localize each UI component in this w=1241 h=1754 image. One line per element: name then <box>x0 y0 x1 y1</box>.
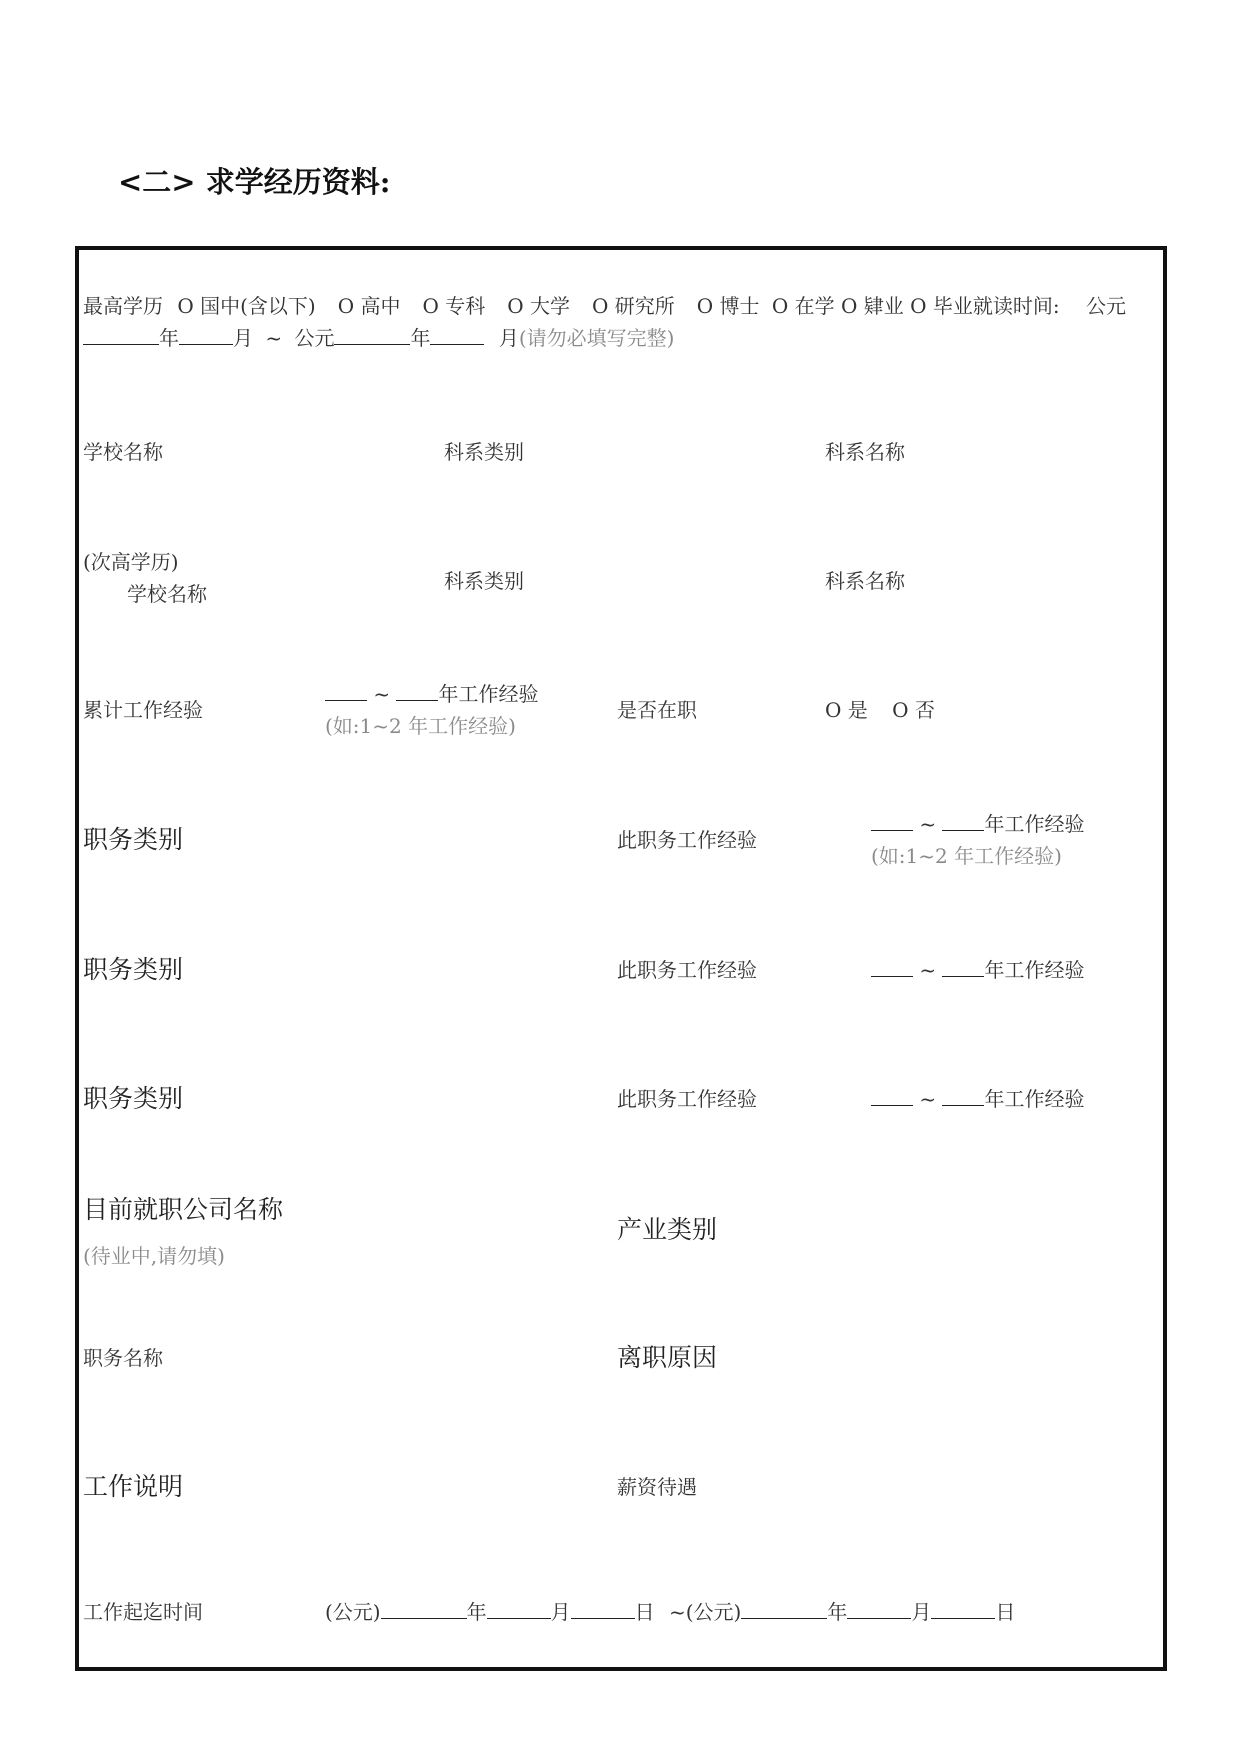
experience-unit-label: 年工作经验 <box>984 812 1085 836</box>
job-experience-max-field[interactable] <box>942 809 984 831</box>
tilde-separator: ~ <box>668 1600 686 1624</box>
employed-options <box>825 694 935 723</box>
start-year-field[interactable] <box>381 1597 467 1619</box>
job-experience-label: 此职务工作经验 <box>617 1087 757 1111</box>
tilde-separator: ~ <box>919 958 937 982</box>
year-label: 年 <box>827 1600 848 1624</box>
month-label: 月 <box>233 326 253 350</box>
option-studying[interactable]: O 在学 <box>771 294 835 318</box>
second-education-label: (次高学历) <box>83 550 179 574</box>
ce-label: 公元 <box>294 326 335 350</box>
job-experience-range <box>871 1083 1084 1112</box>
job-category-label: 职务类别 <box>83 1084 184 1113</box>
tilde-separator: ~ <box>265 326 283 350</box>
option-doctorate[interactable]: O 博士 <box>696 294 760 318</box>
salary-label: 薪资待遇 <box>617 1475 697 1499</box>
option-incomplete[interactable]: O 肄业 <box>841 294 904 318</box>
option-high-school[interactable]: O 高中 <box>337 294 401 318</box>
end-year-field[interactable] <box>741 1597 827 1619</box>
job-experience-max-field[interactable] <box>942 955 984 977</box>
section-title: <二> 求学经历资料: <box>118 165 391 199</box>
day-label: 日 <box>995 1600 1016 1624</box>
job-category-label: 职务类别 <box>83 825 184 854</box>
experience-min-field[interactable] <box>325 679 367 701</box>
month-label: 月 <box>498 326 519 350</box>
job-experience-example: (如:1~2 年工作经验) <box>871 844 1062 868</box>
option-junior-high[interactable]: O 国中(含以下) <box>177 294 316 318</box>
option-graduated[interactable]: O 毕业 <box>910 294 973 318</box>
department-name-label: 科系名称 <box>825 440 905 464</box>
month-label: 月 <box>550 1600 571 1624</box>
ce-label: (公元) <box>685 1600 742 1624</box>
currently-employed-label: 是否在职 <box>617 698 697 722</box>
industry-category-label: 产业类别 <box>617 1215 718 1244</box>
start-month-field[interactable] <box>487 1597 551 1619</box>
second-department-category-label: 科系类别 <box>444 569 524 593</box>
experience-max-field[interactable] <box>396 679 438 701</box>
unemployed-note: (待业中,请勿填) <box>83 1244 225 1268</box>
job-experience-max-field[interactable] <box>942 1084 984 1106</box>
total-experience-range <box>325 678 538 707</box>
job-experience-min-field[interactable] <box>871 955 913 977</box>
tilde-separator: ~ <box>919 1087 937 1111</box>
education-form <box>75 246 1167 1671</box>
leave-reason-label: 离职原因 <box>617 1343 718 1372</box>
experience-unit-label: 年工作经验 <box>984 958 1085 982</box>
work-description-label: 工作说明 <box>83 1472 184 1501</box>
year-label: 年 <box>159 326 179 350</box>
job-experience-label: 此职务工作经验 <box>617 828 757 852</box>
start-month-field[interactable] <box>179 323 233 345</box>
tilde-separator: ~ <box>919 812 937 836</box>
month-label: 月 <box>911 1600 932 1624</box>
second-department-name-label: 科系名称 <box>825 569 905 593</box>
study-period-row <box>83 322 674 351</box>
option-university[interactable]: O 大学 <box>507 294 571 318</box>
start-day-field[interactable] <box>571 1597 635 1619</box>
school-name-label: 学校名称 <box>83 440 163 464</box>
current-company-label: 目前就职公司名称 <box>83 1195 284 1224</box>
year-label: 年 <box>410 326 431 350</box>
end-month-field[interactable] <box>430 323 484 345</box>
end-day-field[interactable] <box>931 1597 995 1619</box>
highest-education-row <box>83 290 1126 319</box>
experience-unit-label: 年工作经验 <box>438 682 539 706</box>
highest-education-label: 最高学历 <box>83 294 163 318</box>
job-experience-min-field[interactable] <box>871 1084 913 1106</box>
day-label: 日 <box>634 1600 655 1624</box>
employed-no-option[interactable]: O 否 <box>892 698 935 722</box>
position-name-label: 职务名称 <box>83 1346 163 1370</box>
year-label: 年 <box>466 1600 487 1624</box>
job-experience-min-field[interactable] <box>871 809 913 831</box>
ce-label: (公元) <box>325 1600 381 1624</box>
fill-complete-note: (请勿必填写完整) <box>518 326 675 350</box>
department-category-label: 科系类别 <box>444 440 524 464</box>
option-junior-college[interactable]: O 专科 <box>422 294 486 318</box>
experience-example: (如:1~2 年工作经验) <box>325 714 516 738</box>
work-period-range <box>325 1596 1015 1625</box>
job-experience-range <box>871 808 1084 837</box>
employed-yes-option[interactable]: O 是 <box>825 698 868 722</box>
job-experience-range <box>871 954 1084 983</box>
tilde-separator: ~ <box>373 682 391 706</box>
job-experience-label: 此职务工作经验 <box>617 958 757 982</box>
end-year-field[interactable] <box>334 323 410 345</box>
job-category-label: 职务类别 <box>83 955 184 984</box>
end-month-field[interactable] <box>847 1597 911 1619</box>
second-school-name-label: 学校名称 <box>127 582 207 606</box>
ce-label: 公元 <box>1086 294 1127 318</box>
work-period-label: 工作起迄时间 <box>83 1600 203 1624</box>
total-experience-label: 累计工作经验 <box>83 698 203 722</box>
option-graduate-school[interactable]: O 研究所 <box>592 294 675 318</box>
start-year-field[interactable] <box>83 323 159 345</box>
study-period-label: 就读时间: <box>972 294 1060 318</box>
experience-unit-label: 年工作经验 <box>984 1087 1085 1111</box>
